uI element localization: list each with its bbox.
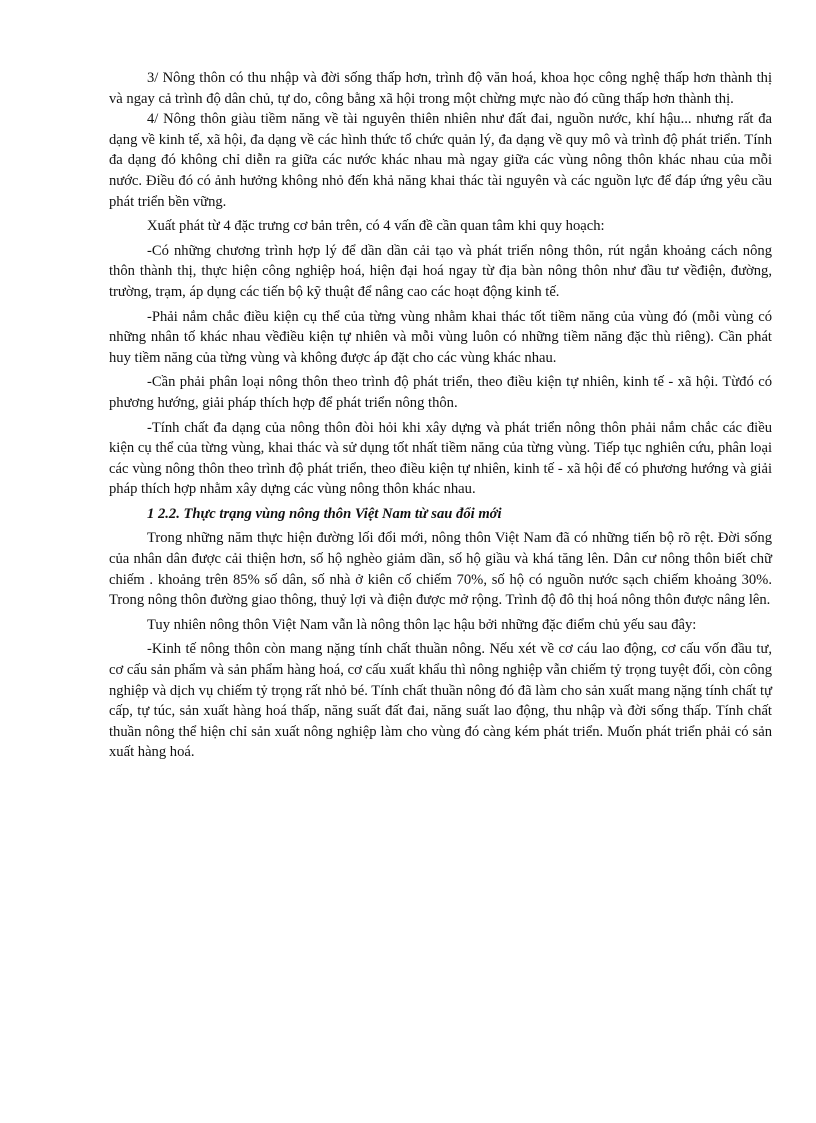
document-page bbox=[109, 68, 772, 767]
section-heading: 1 2.2. Thực trạng vùng nông thôn Việt Nam từ sau đổi mới bbox=[147, 505, 502, 522]
paragraph-reform-progress: Trong những năm thực hiện đường lối đổi mới, nông thôn Việt Nam đã có những tiến bộ rõ rệt. Đời sống của nhân dân được cải thiện hơn, số hộ nghèo giảm dần, số hộ giầu và khá tăng lên. Dân cư nông thôn biết chữ chiếm . khoảng trên 85% số dân, số nhà ở kiên cố chiếm 70%, số hộ có nguồn nước sạch chiếm khoảng 30%. Trong nông thôn đường giao thông, thuỷ lợi và điện được mở rộng. Trình độ đô thị hoá nông thôn được nâng lên. bbox=[109, 530, 772, 609]
paragraph-pure-agriculture: -Kinh tế nông thôn còn mang nặng tính chất thuần nông. Nếu xét về cơ cáu lao động, cơ cấu vốn đầu tư, cơ cấu sản phẩm và sản phẩm hàng hoá, cơ cấu xuất khẩu thì nông nghiệp vẫn chiếm tỷ trọng tuyệt đối, còn công nghiệp và dịch vụ chiếm tỷ trọng rất nhỏ bé. Tính chất thuần nông đó đã làm cho sản xuất mang nặng tính chất tự cấp, tự túc, sản xuất hàng hoá thấp, năng suất đất đai, năng suất lao động, thu nhập và đời sống thấp. Tính chất thuần nông thể hiện chỉ sản xuất nông nghiệp làm cho vùng đó càng kém phát triển. Muốn phát triển phải có sản xuất hàng hoá. bbox=[109, 641, 772, 761]
paragraph-four-issues-intro: Xuất phát từ 4 đặc trưng cơ bản trên, có 4 vấn đề cần quan tâm khi quy hoạch: bbox=[147, 218, 605, 235]
paragraph-issue-diversity: -Tính chất đa dạng của nông thôn đòi hỏi khi xây dựng và phát triển nông thôn phải nắm chắc các điều kiện cụ thể của từng vùng, khai thác và sử dụng tốt nhất tiềm năng của từng vùng. Tiếp tục nghiên cứu, phân loại các vùng nông thôn theo trình độ phát triển, theo điều kiện tự nhiên, kinh tế - xã hội để có phương hướng và giải pháp thích hợp nhằm xây dựng các vùng nông thôn khác nhau. bbox=[109, 419, 772, 498]
paragraph-rural-income: 3/ Nông thôn có thu nhập và đời sống thấp hơn, trình độ văn hoá, khoa học công nghệ thấp hơn thành thị và ngay cả trình độ dân chủ, tự do, công bằng xã hội trong một chừng mực nào đó cũng thấp hơn thành thị. bbox=[109, 70, 772, 107]
paragraph-issue-regional-conditions: -Phải nắm chắc điều kiện cụ thể của từng vùng nhằm khai thác tốt tiềm năng của vùng đó (mỗi vùng có những nhân tố khác nhau vềđiều kiện tự nhiên và mỗi vùng luôn có những tiềm năng đặc thù riêng). Cần phát huy tiềm năng của từng vùng và không được áp đặt cho các vùng khác nhau. bbox=[109, 308, 772, 366]
paragraph-backwardness-intro: Tuy nhiên nông thôn Việt Nam vẫn là nông thôn lạc hậu bởi những đặc điểm chủ yếu sau đây: bbox=[147, 616, 697, 633]
paragraph-issue-programs: -Có những chương trình hợp lý để dần dần cải tạo và phát triển nông thôn, rút ngắn khoảng cách nông thôn thành thị, thực hiện công nghiệp hoá, hiện đại hoá ngay từ địa bàn nông thôn như đầu tư vềđiện, đường, trường, trạm, áp dụng các tiến bộ kỹ thuật để nâng cao các hoạt động kinh tế. bbox=[109, 242, 772, 300]
paragraph-issue-classification: -Cần phải phân loại nông thôn theo trình độ phát triển, theo điều kiện tự nhiên, kinh tế - xã hội. Từđó có phương hướng, giải pháp thích hợp để phát triển nông thôn. bbox=[109, 374, 772, 411]
paragraph-rural-resources: 4/ Nông thôn giàu tiềm năng về tài nguyên thiên nhiên như đất đai, nguồn nước, khí hậu... nhưng rất đa dạng về kinh tế, xã hội, đa dạng về các hình thức tổ chức quản lý, đa dạng về quy mô và trình độ phát triển. Tính đa dạng đó không chỉ diễn ra giữa các nước khác nhau mà ngay giữa các vùng nông thôn khác nhau của mỗi nước. Điều đó có ảnh hưởng không nhỏ đến khả năng khai thác tài nguyên và các nguồn lực để đáp ứng yêu cầu phát triển bền vững. bbox=[109, 111, 772, 210]
